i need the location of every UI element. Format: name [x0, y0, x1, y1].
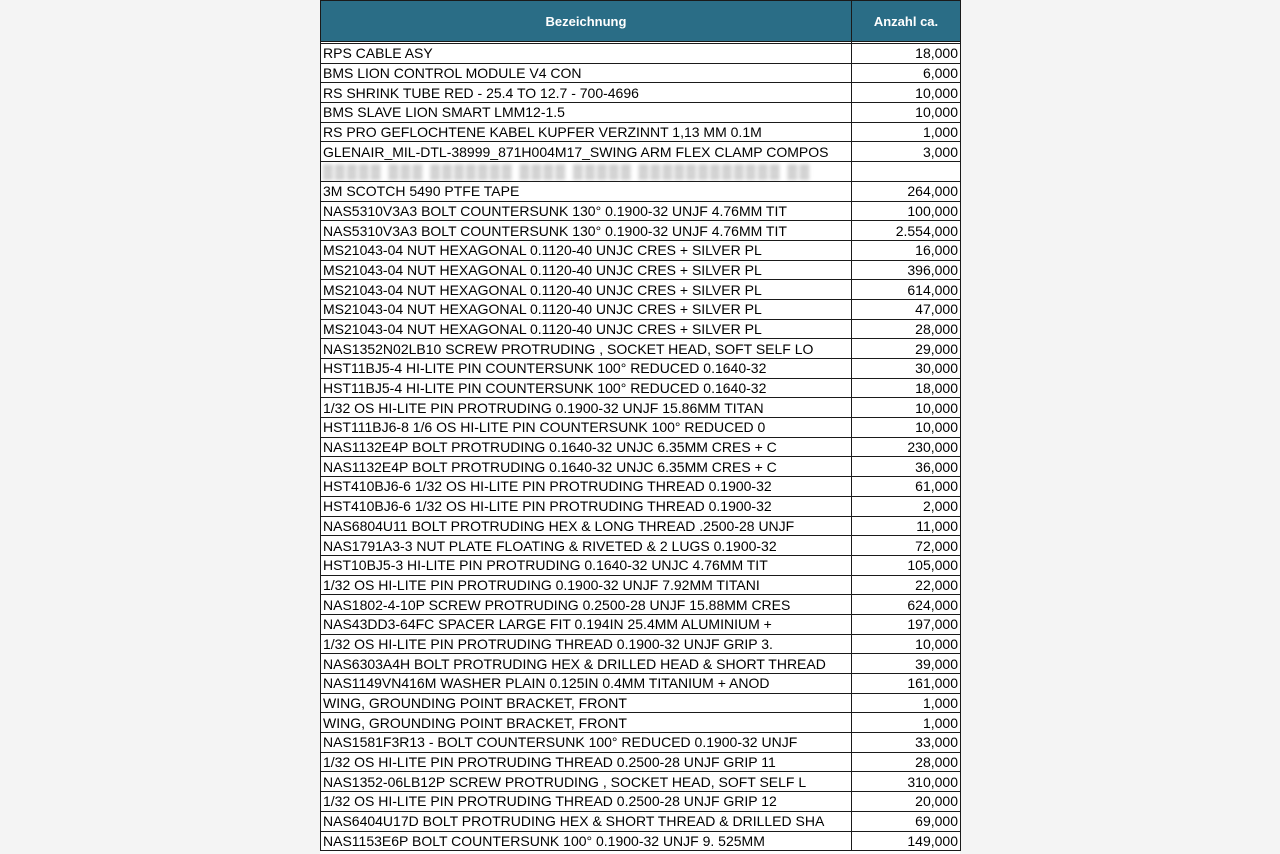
- table-row: [321, 437, 961, 457]
- row-description: GLENAIR_MIL-DTL-38999_871H004M17_SWING ARM FLEX CLAMP COMPOS: [321, 142, 852, 162]
- row-description: 1/32 OS HI-LITE PIN PROTRUDING THREAD 0.1900-32 UNJF GRIP 3.: [321, 634, 852, 654]
- row-description: NAS6804U11 BOLT PROTRUDING HEX & LONG THREAD .2500-28 UNJF: [321, 516, 852, 536]
- row-quantity: 197,000: [852, 614, 961, 634]
- row-quantity: 2,000: [852, 496, 961, 516]
- row-description: NAS1352-06LB12P SCREW PROTRUDING , SOCKET HEAD, SOFT SELF L: [321, 772, 852, 792]
- row-quantity: 310,000: [852, 772, 961, 792]
- table-row: [321, 181, 961, 201]
- row-quantity: 3,000: [852, 142, 961, 162]
- table-row: [321, 674, 961, 694]
- row-description: RS SHRINK TUBE RED - 25.4 TO 12.7 - 700-4696: [321, 83, 852, 103]
- row-description: NAS43DD3-64FC SPACER LARGE FIT 0.194IN 25.4MM ALUMINIUM +: [321, 614, 852, 634]
- row-quantity: 39,000: [852, 654, 961, 674]
- table-row: [321, 240, 961, 260]
- row-description: HST410BJ6-6 1/32 OS HI-LITE PIN PROTRUDING THREAD 0.1900-32: [321, 496, 852, 516]
- row-description: 1/32 OS HI-LITE PIN PROTRUDING THREAD 0.2500-28 UNJF GRIP 12: [321, 792, 852, 812]
- row-quantity: 47,000: [852, 299, 961, 319]
- table-row: [321, 477, 961, 497]
- row-quantity: 18,000: [852, 44, 961, 64]
- row-description: MS21043-04 NUT HEXAGONAL 0.1120-40 UNJC CRES + SILVER PL: [321, 260, 852, 280]
- row-description: NAS1153E6P BOLT COUNTERSUNK 100° 0.1900-32 UNJF 9. 525MM: [321, 831, 852, 851]
- row-quantity: 28,000: [852, 752, 961, 772]
- row-description: RS PRO GEFLOCHTENE KABEL KUPFER VERZINNT 1,13 MM 0.1M: [321, 122, 852, 142]
- table-row: [321, 693, 961, 713]
- row-quantity: 61,000: [852, 477, 961, 497]
- row-quantity: 10,000: [852, 418, 961, 438]
- row-quantity: 2.554,000: [852, 221, 961, 241]
- table-row: [321, 319, 961, 339]
- row-description: WING, GROUNDING POINT BRACKET, FRONT: [321, 693, 852, 713]
- row-description: NAS5310V3A3 BOLT COUNTERSUNK 130° 0.1900-32 UNJF 4.76MM TIT: [321, 201, 852, 221]
- table-row: [321, 103, 961, 123]
- row-quantity: 149,000: [852, 831, 961, 851]
- header-bezeichnung: Bezeichnung: [321, 1, 852, 42]
- row-description: MS21043-04 NUT HEXAGONAL 0.1120-40 UNJC CRES + SILVER PL: [321, 240, 852, 260]
- row-description: 1/32 OS HI-LITE PIN PROTRUDING 0.1900-32 UNJF 15.86MM TITAN: [321, 398, 852, 418]
- table-row: [321, 772, 961, 792]
- row-description: NAS6404U17D BOLT PROTRUDING HEX & SHORT THREAD & DRILLED SHA: [321, 811, 852, 831]
- header-row: [321, 1, 961, 42]
- row-quantity: 1,000: [852, 693, 961, 713]
- row-quantity: 20,000: [852, 792, 961, 812]
- row-description: RPS CABLE ASY: [321, 44, 852, 64]
- table-row: [321, 418, 961, 438]
- row-description: NAS1132E4P BOLT PROTRUDING 0.1640-32 UNJC 6.35MM CRES + C: [321, 457, 852, 477]
- table-row: [321, 44, 961, 64]
- table-row: [321, 221, 961, 241]
- row-description: NAS1791A3-3 NUT PLATE FLOATING & RIVETED & 2 LUGS 0.1900-32: [321, 536, 852, 556]
- table-row: [321, 555, 961, 575]
- table-row: [321, 83, 961, 103]
- row-quantity: 72,000: [852, 536, 961, 556]
- table-row: [321, 280, 961, 300]
- table-row-redacted: [321, 162, 961, 182]
- table-row: [321, 575, 961, 595]
- row-description: 3M SCOTCH 5490 PTFE TAPE: [321, 181, 852, 201]
- table-row: [321, 595, 961, 615]
- row-quantity: 396,000: [852, 260, 961, 280]
- row-description: HST11BJ5-4 HI-LITE PIN COUNTERSUNK 100° REDUCED 0.1640-32: [321, 378, 852, 398]
- table-row: [321, 634, 961, 654]
- row-quantity: 29,000: [852, 339, 961, 359]
- table-row: [321, 752, 961, 772]
- row-quantity: 230,000: [852, 437, 961, 457]
- row-description: NAS1352N02LB10 SCREW PROTRUDING , SOCKET HEAD, SOFT SELF LO: [321, 339, 852, 359]
- table-row: [321, 614, 961, 634]
- row-quantity: 10,000: [852, 398, 961, 418]
- row-description: MS21043-04 NUT HEXAGONAL 0.1120-40 UNJC CRES + SILVER PL: [321, 299, 852, 319]
- row-description: NAS1802-4-10P SCREW PROTRUDING 0.2500-28 UNJF 15.88MM CRES: [321, 595, 852, 615]
- table-row: [321, 339, 961, 359]
- table-row: [321, 713, 961, 733]
- table-row: [321, 299, 961, 319]
- table-row: [321, 142, 961, 162]
- row-quantity: 36,000: [852, 457, 961, 477]
- table-row: [321, 536, 961, 556]
- table-row: [321, 359, 961, 379]
- row-description: [321, 162, 852, 182]
- table-row: [321, 201, 961, 221]
- table-row: [321, 63, 961, 83]
- table-row: [321, 496, 961, 516]
- row-quantity: 1,000: [852, 122, 961, 142]
- table-row: [321, 457, 961, 477]
- row-quantity: 11,000: [852, 516, 961, 536]
- table-row: [321, 733, 961, 753]
- table-row: [321, 398, 961, 418]
- row-quantity: 161,000: [852, 674, 961, 694]
- parts-sheet: [320, 0, 960, 854]
- row-quantity: 264,000: [852, 181, 961, 201]
- row-quantity: 1,000: [852, 713, 961, 733]
- row-description: BMS SLAVE LION SMART LMM12-1.5: [321, 103, 852, 123]
- row-description: HST10BJ5-3 HI-LITE PIN PROTRUDING 0.1640-32 UNJC 4.76MM TIT: [321, 555, 852, 575]
- parts-table-body: [321, 42, 961, 851]
- row-quantity: 16,000: [852, 240, 961, 260]
- table-row: [321, 122, 961, 142]
- row-description: NAS1581F3R13 - BOLT COUNTERSUNK 100° REDUCED 0.1900-32 UNJF: [321, 733, 852, 753]
- row-description: HST11BJ5-4 HI-LITE PIN COUNTERSUNK 100° REDUCED 0.1640-32: [321, 359, 852, 379]
- table-row: [321, 378, 961, 398]
- header-anzahl: Anzahl ca.: [852, 1, 961, 42]
- row-description: NAS6303A4H BOLT PROTRUDING HEX & DRILLED HEAD & SHORT THREAD: [321, 654, 852, 674]
- row-description: 1/32 OS HI-LITE PIN PROTRUDING 0.1900-32 UNJF 7.92MM TITANI: [321, 575, 852, 595]
- row-description: HST111BJ6-8 1/6 OS HI-LITE PIN COUNTERSUNK 100° REDUCED 0: [321, 418, 852, 438]
- row-description: BMS LION CONTROL MODULE V4 CON: [321, 63, 852, 83]
- row-quantity: 10,000: [852, 103, 961, 123]
- row-quantity: 10,000: [852, 634, 961, 654]
- row-quantity: 33,000: [852, 733, 961, 753]
- row-description: NAS1149VN416M WASHER PLAIN 0.125IN 0.4MM TITANIUM + ANOD: [321, 674, 852, 694]
- row-description: NAS5310V3A3 BOLT COUNTERSUNK 130° 0.1900-32 UNJF 4.76MM TIT: [321, 221, 852, 241]
- row-quantity: 6,000: [852, 63, 961, 83]
- row-description: MS21043-04 NUT HEXAGONAL 0.1120-40 UNJC CRES + SILVER PL: [321, 319, 852, 339]
- redacted-text: ▒▒▒▒▒ ▒▒▒ ▒▒▒▒▒▒▒ ▒▒▒▒ ▒▒▒▒▒ ▒▒▒▒▒▒▒▒▒▒▒▒ ▒▒: [323, 163, 812, 180]
- parts-table: [320, 0, 961, 851]
- table-row: [321, 260, 961, 280]
- row-description: NAS1132E4P BOLT PROTRUDING 0.1640-32 UNJC 6.35MM CRES + C: [321, 437, 852, 457]
- row-quantity: 22,000: [852, 575, 961, 595]
- row-quantity: 18,000: [852, 378, 961, 398]
- row-quantity: 100,000: [852, 201, 961, 221]
- row-description: HST410BJ6-6 1/32 OS HI-LITE PIN PROTRUDING THREAD 0.1900-32: [321, 477, 852, 497]
- table-row: [321, 792, 961, 812]
- row-description: 1/32 OS HI-LITE PIN PROTRUDING THREAD 0.2500-28 UNJF GRIP 11: [321, 752, 852, 772]
- table-row: [321, 811, 961, 831]
- row-quantity: 69,000: [852, 811, 961, 831]
- row-quantity: [852, 162, 961, 182]
- table-row: [321, 654, 961, 674]
- table-row: [321, 831, 961, 851]
- row-quantity: 30,000: [852, 359, 961, 379]
- table-row: [321, 516, 961, 536]
- row-description: WING, GROUNDING POINT BRACKET, FRONT: [321, 713, 852, 733]
- row-quantity: 614,000: [852, 280, 961, 300]
- row-quantity: 10,000: [852, 83, 961, 103]
- row-description: MS21043-04 NUT HEXAGONAL 0.1120-40 UNJC CRES + SILVER PL: [321, 280, 852, 300]
- row-quantity: 105,000: [852, 555, 961, 575]
- row-quantity: 624,000: [852, 595, 961, 615]
- row-quantity: 28,000: [852, 319, 961, 339]
